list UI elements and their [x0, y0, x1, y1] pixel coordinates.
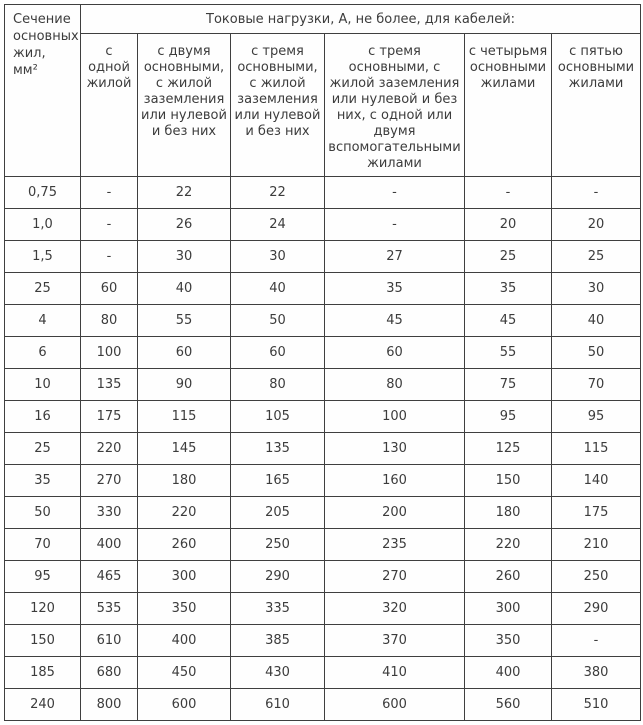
col-header-three-main-cores: с тремя основными, с жилой заземления или нулевой и без них	[231, 34, 325, 177]
table-row	[5, 273, 641, 305]
cross-section-cell: 50	[5, 497, 81, 529]
table-row	[5, 657, 641, 689]
current-load-cell: 250	[231, 529, 325, 561]
current-load-cell: -	[81, 177, 138, 209]
current-load-cell: 450	[138, 657, 231, 689]
current-load-cell: 115	[138, 401, 231, 433]
current-load-cell: -	[552, 625, 641, 657]
current-load-cell: -	[465, 177, 552, 209]
current-load-cell: 220	[138, 497, 231, 529]
cross-section-cell: 6	[5, 337, 81, 369]
col-header-one-core: с одной жилой	[81, 34, 138, 177]
current-load-cell: 290	[552, 593, 641, 625]
current-load-cell: -	[552, 177, 641, 209]
current-load-cell: 610	[81, 625, 138, 657]
current-load-cell: 50	[231, 305, 325, 337]
cross-section-cell: 35	[5, 465, 81, 497]
current-load-cell: 100	[81, 337, 138, 369]
current-load-cell: 60	[231, 337, 325, 369]
cross-section-cell: 185	[5, 657, 81, 689]
current-load-cell: 680	[81, 657, 138, 689]
current-load-cell: 26	[138, 209, 231, 241]
current-load-cell: 210	[552, 529, 641, 561]
current-load-cell: 50	[552, 337, 641, 369]
current-load-cell: 27	[325, 241, 465, 273]
table-row	[5, 305, 641, 337]
current-load-cell: 22	[138, 177, 231, 209]
current-load-cell: 335	[231, 593, 325, 625]
cross-section-cell: 16	[5, 401, 81, 433]
group-header-current-loads: Токовые нагрузки, А, не более, для кабелей:	[81, 5, 641, 34]
table-row	[5, 241, 641, 273]
current-load-cell: -	[325, 177, 465, 209]
current-load-cell: 145	[138, 433, 231, 465]
cross-section-cell: 10	[5, 369, 81, 401]
current-load-cell: 80	[325, 369, 465, 401]
table-header	[5, 5, 641, 177]
current-load-cell: 250	[552, 561, 641, 593]
col-header-two-main-cores: с двумя основными, с жилой заземления или нулевой и без них	[138, 34, 231, 177]
current-load-cell: 90	[138, 369, 231, 401]
current-load-cell: 600	[325, 689, 465, 721]
current-load-cell: 300	[465, 593, 552, 625]
table-row	[5, 401, 641, 433]
current-load-cell: 200	[325, 497, 465, 529]
current-load-cell: 25	[552, 241, 641, 273]
current-load-cell: 510	[552, 689, 641, 721]
current-load-cell: 600	[138, 689, 231, 721]
current-load-cell: 40	[552, 305, 641, 337]
current-load-cell: 60	[138, 337, 231, 369]
current-load-cell: 75	[465, 369, 552, 401]
cross-section-cell: 95	[5, 561, 81, 593]
cable-current-load-table	[4, 4, 641, 721]
current-load-cell: 235	[325, 529, 465, 561]
current-load-cell: 160	[325, 465, 465, 497]
table-row	[5, 689, 641, 721]
table-row	[5, 369, 641, 401]
group-header-row	[5, 5, 641, 34]
current-load-cell: 70	[552, 369, 641, 401]
cross-section-cell: 25	[5, 273, 81, 305]
current-load-cell: 270	[325, 561, 465, 593]
current-load-cell: 385	[231, 625, 325, 657]
current-load-cell: 95	[465, 401, 552, 433]
cross-section-cell: 0,75	[5, 177, 81, 209]
current-load-cell: -	[81, 209, 138, 241]
current-load-cell: 55	[465, 337, 552, 369]
current-load-cell: 40	[138, 273, 231, 305]
sub-header-row	[5, 34, 641, 177]
table-row	[5, 465, 641, 497]
current-load-cell: 30	[231, 241, 325, 273]
current-load-cell: 105	[231, 401, 325, 433]
current-load-cell: 370	[325, 625, 465, 657]
table-row	[5, 337, 641, 369]
cross-section-cell: 4	[5, 305, 81, 337]
table-row	[5, 177, 641, 209]
current-load-cell: 30	[552, 273, 641, 305]
current-load-cell: 24	[231, 209, 325, 241]
current-load-cell: -	[325, 209, 465, 241]
current-load-cell: 35	[325, 273, 465, 305]
table-body	[5, 177, 641, 721]
table-row	[5, 561, 641, 593]
current-load-cell: 465	[81, 561, 138, 593]
current-load-cell: 400	[465, 657, 552, 689]
current-load-cell: 125	[465, 433, 552, 465]
current-load-cell: 40	[231, 273, 325, 305]
current-load-cell: 610	[231, 689, 325, 721]
table-row	[5, 625, 641, 657]
current-load-cell: 165	[231, 465, 325, 497]
current-load-cell: 35	[465, 273, 552, 305]
col-header-three-main-plus-aux-cores: с тремя основными, с жилой заземления или нулевой и без них, с одной или двумя вспомогательными жилами	[325, 34, 465, 177]
table-row	[5, 497, 641, 529]
current-load-cell: 20	[552, 209, 641, 241]
current-load-cell: 430	[231, 657, 325, 689]
current-load-cell: 135	[231, 433, 325, 465]
current-load-cell: 150	[465, 465, 552, 497]
current-load-cell: 320	[325, 593, 465, 625]
cross-section-cell: 150	[5, 625, 81, 657]
current-load-cell: 95	[552, 401, 641, 433]
cross-section-cell: 70	[5, 529, 81, 561]
col-header-four-main-cores: с четырьмя основными жилами	[465, 34, 552, 177]
current-load-cell: 45	[325, 305, 465, 337]
table-row	[5, 593, 641, 625]
corner-header-cross-section: Сечение основных жил, мм²	[5, 5, 81, 177]
cross-section-cell: 240	[5, 689, 81, 721]
current-load-cell: 380	[552, 657, 641, 689]
current-load-cell: 410	[325, 657, 465, 689]
current-load-cell: 30	[138, 241, 231, 273]
current-load-cell: 400	[81, 529, 138, 561]
current-load-cell: 130	[325, 433, 465, 465]
current-load-cell: 180	[465, 497, 552, 529]
current-load-cell: 270	[81, 465, 138, 497]
current-load-cell: 60	[81, 273, 138, 305]
current-load-cell: 55	[138, 305, 231, 337]
current-load-cell: 80	[231, 369, 325, 401]
current-load-cell: 220	[465, 529, 552, 561]
current-load-cell: 205	[231, 497, 325, 529]
current-load-cell: 140	[552, 465, 641, 497]
current-load-cell: 180	[138, 465, 231, 497]
current-load-cell: 300	[138, 561, 231, 593]
current-load-cell: 22	[231, 177, 325, 209]
current-load-cell: 220	[81, 433, 138, 465]
current-load-cell: 560	[465, 689, 552, 721]
current-load-cell: 20	[465, 209, 552, 241]
current-load-cell: 135	[81, 369, 138, 401]
current-load-cell: 175	[81, 401, 138, 433]
table-row	[5, 529, 641, 561]
current-load-cell: 330	[81, 497, 138, 529]
current-load-cell: 60	[325, 337, 465, 369]
current-load-cell: 350	[465, 625, 552, 657]
current-load-cell: 260	[465, 561, 552, 593]
current-load-cell: -	[81, 241, 138, 273]
current-load-cell: 80	[81, 305, 138, 337]
current-load-cell: 350	[138, 593, 231, 625]
col-header-five-main-cores: с пятью основными жилами	[552, 34, 641, 177]
cross-section-cell: 1,5	[5, 241, 81, 273]
current-load-cell: 45	[465, 305, 552, 337]
current-load-cell: 25	[465, 241, 552, 273]
table-row	[5, 433, 641, 465]
current-load-cell: 260	[138, 529, 231, 561]
current-load-cell: 800	[81, 689, 138, 721]
cross-section-cell: 1,0	[5, 209, 81, 241]
current-load-cell: 175	[552, 497, 641, 529]
current-load-cell: 535	[81, 593, 138, 625]
current-load-cell: 400	[138, 625, 231, 657]
current-load-cell: 290	[231, 561, 325, 593]
current-load-cell: 100	[325, 401, 465, 433]
current-load-cell: 115	[552, 433, 641, 465]
cross-section-cell: 25	[5, 433, 81, 465]
table-row	[5, 209, 641, 241]
cross-section-cell: 120	[5, 593, 81, 625]
